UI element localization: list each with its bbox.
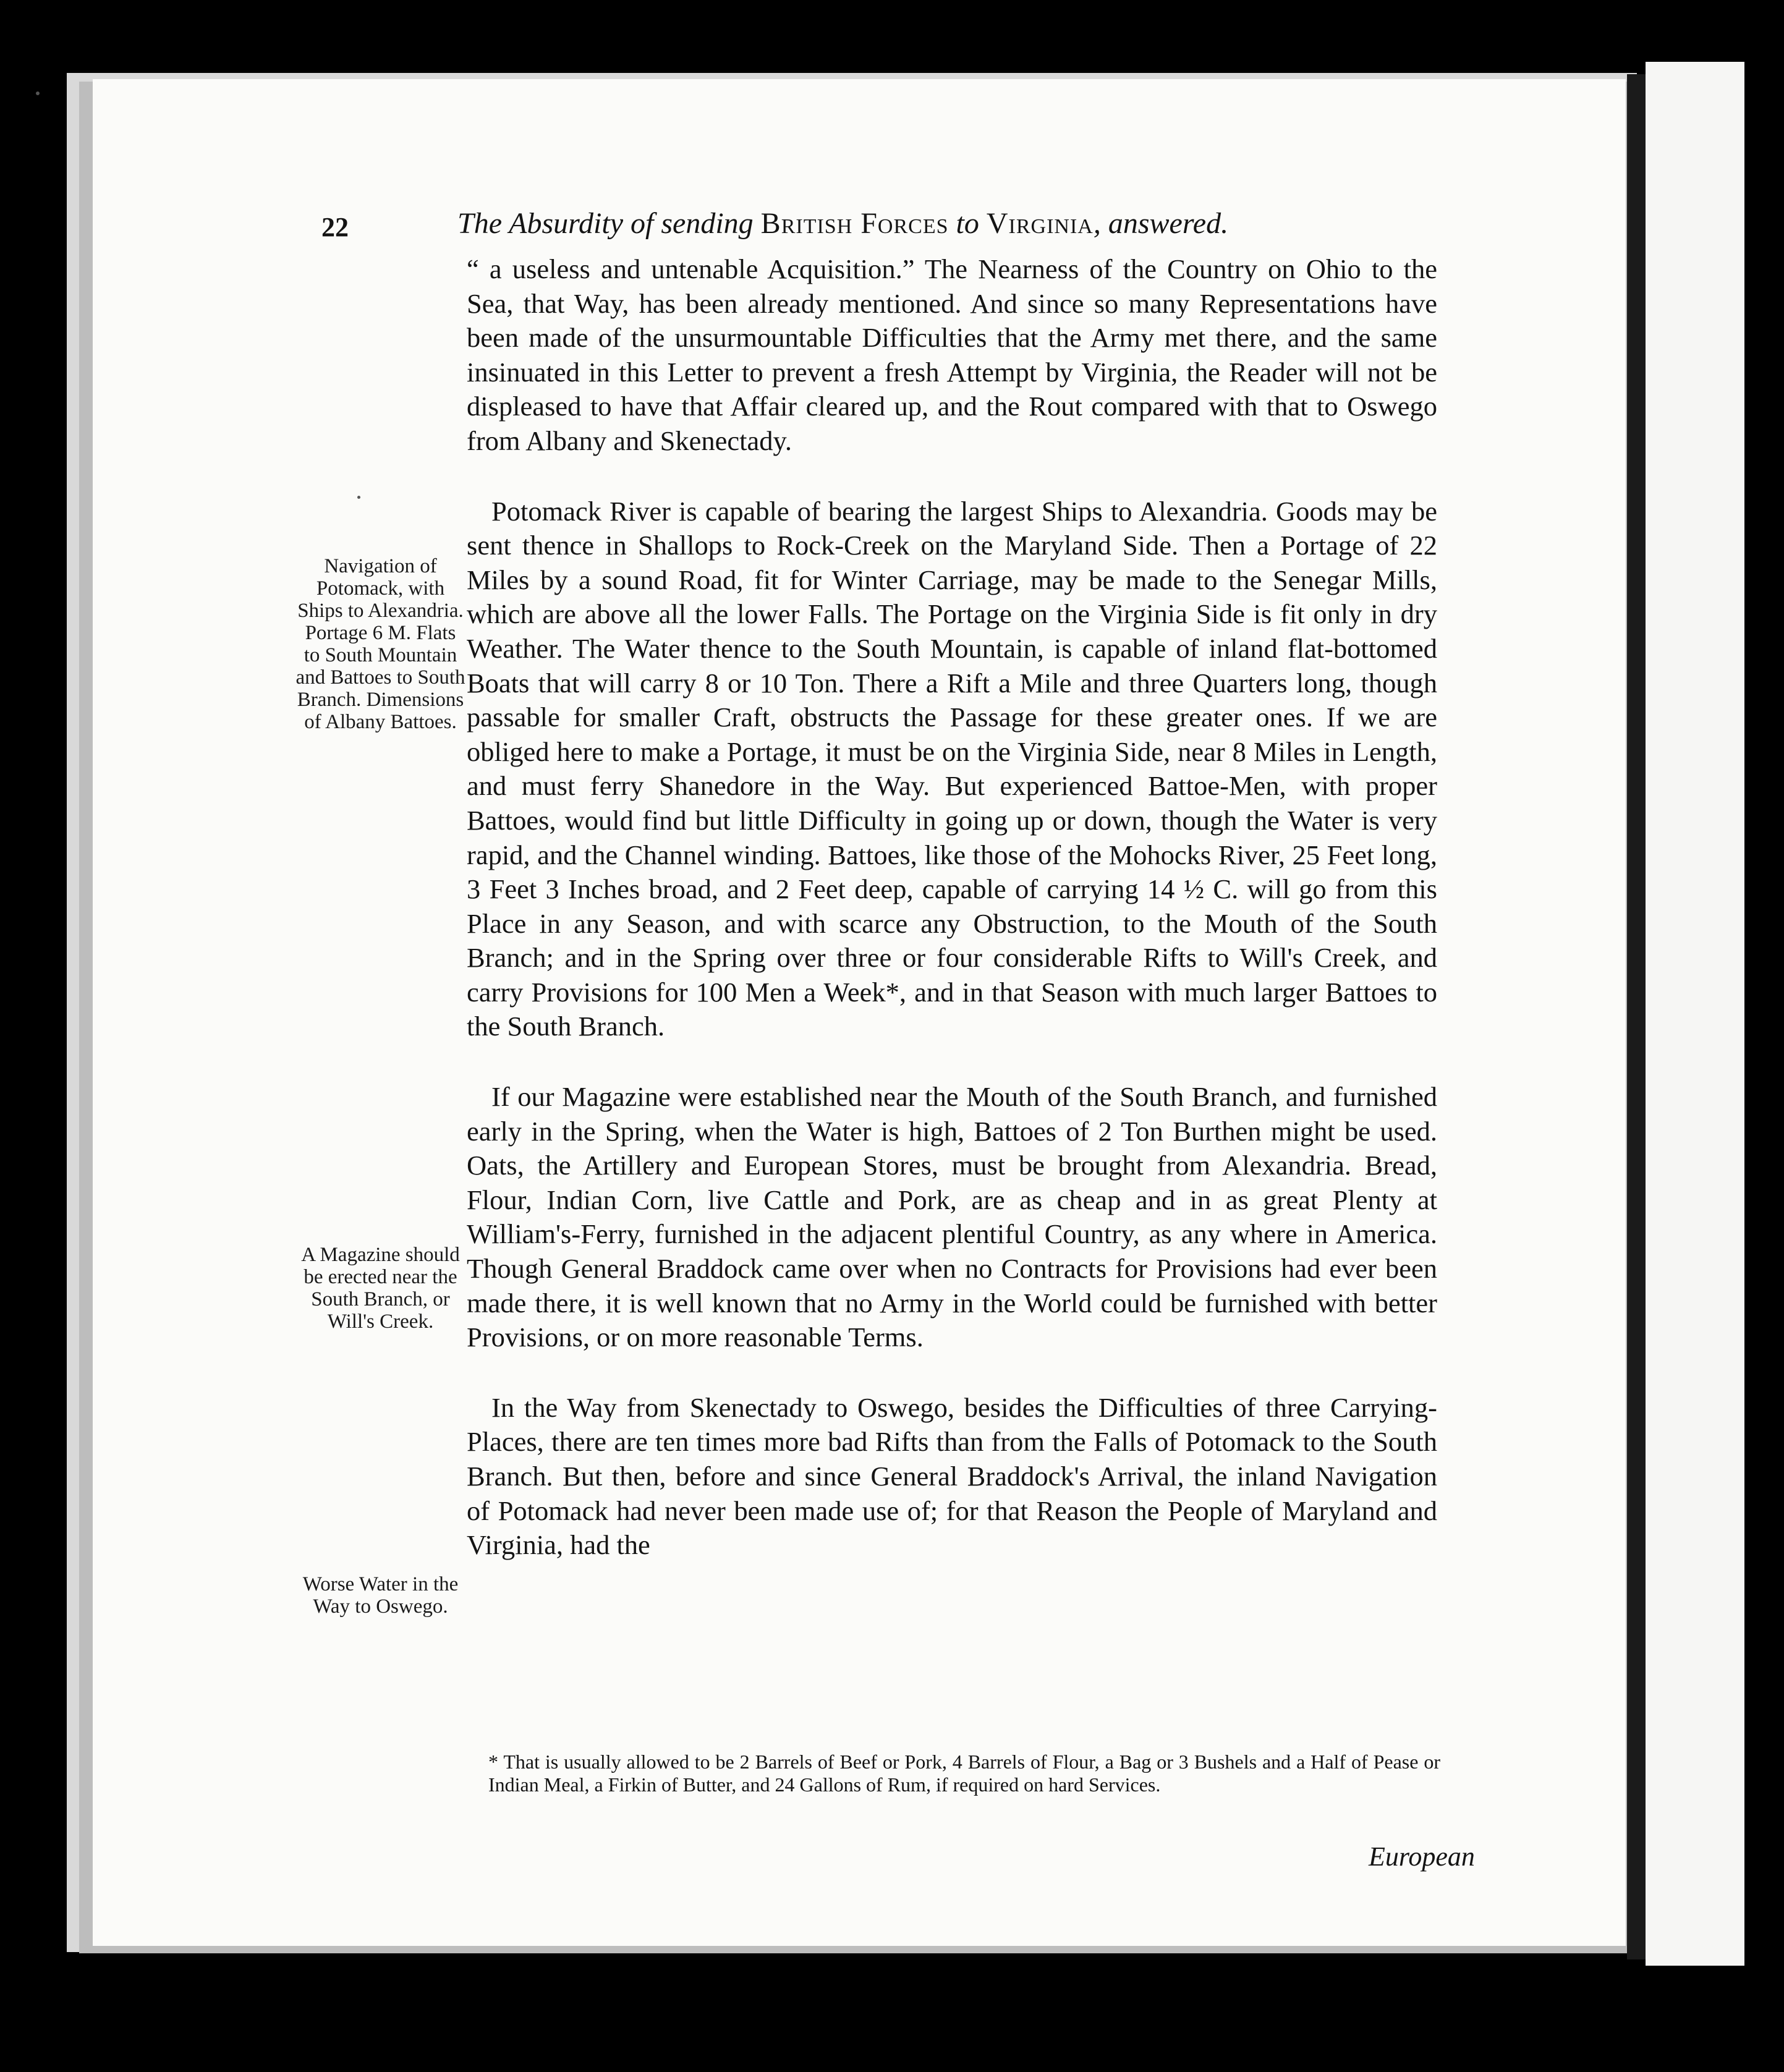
running-title-part: , answered. — [1093, 207, 1229, 240]
book-gutter — [1627, 74, 1646, 1959]
paragraph: If our Magazine were established near the Mouth of the South Branch, and furnished early in the Spring, when the Water is high, Battoes of 2 Ton Burthen might be used. Oats, the Artillery and European Stores, must be brought from Alexandria. Bread, Flour, Indian Corn, live Cattle and Pork, are as cheap and in as great Plenty at William's-Ferry, furnished in the adjacent plentiful Country, as any where in America. Though General Braddock came over when no Contracts for Provisions had ever been made there, it is well known that no Army in the World could be furnished with better Provisions, or on more reasonable Terms. — [467, 1081, 1437, 1353]
running-title-part: to — [948, 207, 987, 240]
running-title — [457, 206, 1228, 240]
paragraph: In the Way from Skenectady to Oswego, besides the Difficulties of three Carrying-Places, there are ten times more bad Rifts than from the Falls of Potomack to the South Branch. But then, before and since General Braddock's Arrival, the inland Navigation of Potomack had never been made use of; for that Reason the People of Maryland and Virginia, had the — [467, 1391, 1437, 1561]
running-header — [321, 204, 1490, 253]
scan-speck — [357, 496, 360, 499]
paragraph: “ a useless and untenable Acquisition.” The Nearness of the Country on Ohio to the Sea, that Way, has been already mentioned. And since so many Representations have been made of the unsurmountable Difficulties that the Army met there, and the same insinuated in this Letter to prevent a fresh Attempt by Virginia, the Reader will not be displeased to have that Affair cleared up, and the Rout compared with that to Oswego from Albany and Skenectady. — [467, 253, 1437, 456]
margin-note: Navigation of Potomack, with Ships to Alexandria. Portage 6 M. Flats to South Mountain and Battoes to South Branch. Dimensions of Albany Battoes. — [295, 555, 465, 733]
body-text — [467, 252, 1437, 1563]
running-title-part: The Absurdity of sending — [457, 207, 761, 240]
facing-page-edge — [1646, 62, 1744, 1966]
running-title-part: British Forces — [760, 207, 949, 240]
paragraph: Potomack River is capable of bearing the largest Ships to Alexandria. Goods may be sent thence in Shallops to Rock-Creek on the Maryland Side. Then a Portage of 22 Miles by a sound Road, fit for Winter Carriage, may be made to the Senegar Mills, which are above all the lower Falls. The Portage on the Virginia Side is fit only in dry Weather. The Water thence to the South Mountain, is capable of inland flat-bottomed Boats that will carry 8 or 10 Ton. There a Rift a Mile and three Quarters long, though passable for smaller Craft, obstructs the Passage for these greater ones. If we are obliged here to make a Portage, it must be on the Virginia Side, near 8 Miles in Length, and must ferry Shanedore in the Way. But experienced Battoe-Men, with proper Battoes, would find but little Difficulty in going up or down, though the Water is very rapid, and the Channel winding. Battoes, like those of the Mohocks River, 25 Feet long, 3 Feet 3 Inches broad, and 2 Feet deep, capable of carrying 14 ½ C. will go from this Place in any Season, and with scarce any Obstruction, to the Mouth of the South Branch; and in the Spring over three or four considerable Rifts to Will's Creek, and carry Provisions for 100 Men a Week*, and in that Season with much larger Battoes to the South Branch. — [467, 495, 1437, 1042]
margin-note: Worse Water in the Way to Oswego. — [302, 1573, 459, 1618]
page-number: 22 — [321, 212, 349, 242]
margin-note: A Magazine should be erected near the South Branch, or Will's Creek. — [301, 1244, 460, 1333]
running-title-part: Virginia — [986, 207, 1094, 240]
catchword: European — [1369, 1841, 1475, 1872]
footnote: * That is usually allowed to be 2 Barrels of Beef or Pork, 4 Barrels of Flour, a Bag or 3 Bushels and a Half of Pease or Indian Meal, a Firkin of Butter, and 24 Gallons of Rum, if required on hard Services. — [488, 1751, 1440, 1796]
scan-speck — [36, 91, 40, 95]
